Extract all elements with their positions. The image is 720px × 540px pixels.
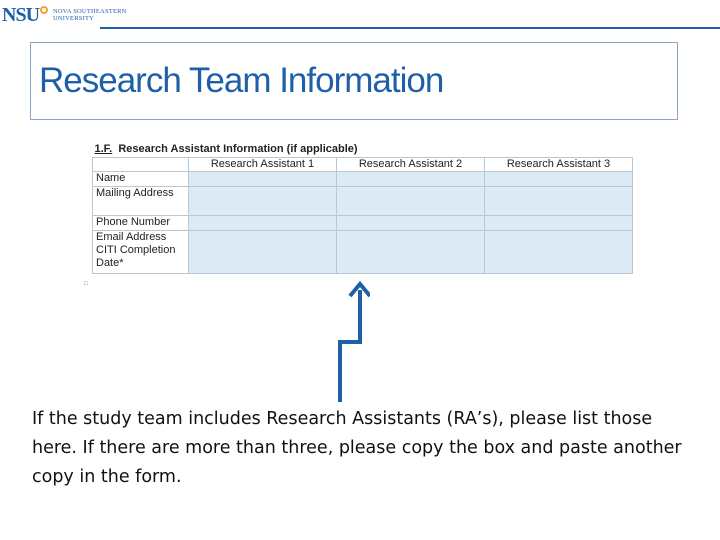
instruction-text: If the study team includes Research Assistants (RA’s), please list those here. If there are more than three, please copy the box and paste another copy in the form.: [32, 409, 682, 487]
logo-wordmark: [53, 8, 127, 22]
form-caption: [93, 143, 633, 158]
name-field-ra1[interactable]: [189, 172, 337, 187]
slide-title: Research Team Information: [39, 61, 444, 100]
row-label: Name: [93, 172, 189, 187]
title-box: [30, 42, 678, 120]
mailing-address-field-ra2[interactable]: [337, 187, 485, 216]
table-row: [93, 231, 633, 274]
row-label: Phone Number: [93, 216, 189, 231]
table-row: [93, 216, 633, 231]
row-label-line: CITI Completion: [96, 244, 176, 256]
table-row: [93, 187, 633, 216]
name-field-ra2[interactable]: [337, 172, 485, 187]
row-label: [93, 231, 189, 274]
name-field-ra3[interactable]: [485, 172, 633, 187]
column-header: Research Assistant 3: [485, 158, 633, 172]
column-header-row: [93, 158, 633, 172]
margin-mark: □: [84, 281, 88, 287]
phone-field-ra3[interactable]: [485, 216, 633, 231]
column-header: Research Assistant 1: [189, 158, 337, 172]
email-citi-field-ra1[interactable]: [189, 231, 337, 274]
row-label-line: Email Address: [96, 231, 167, 243]
phone-field-ra2[interactable]: [337, 216, 485, 231]
mailing-address-field-ra1[interactable]: [189, 187, 337, 216]
phone-field-ra1[interactable]: [189, 216, 337, 231]
research-assistant-table: [92, 143, 633, 274]
header-corner: [93, 158, 189, 172]
logo-sun-icon: [40, 6, 48, 14]
form-caption-row: [93, 143, 633, 158]
logo-mark: NSU: [2, 4, 40, 26]
column-header: Research Assistant 2: [337, 158, 485, 172]
up-arrow-icon: [330, 280, 370, 410]
row-label-line: Date*: [96, 257, 124, 269]
row-label: Mailing Address: [93, 187, 189, 216]
nsu-logo: [2, 3, 127, 27]
mailing-address-field-ra3[interactable]: [485, 187, 633, 216]
logo-line-2: UNIVERSITY: [53, 15, 95, 22]
logo-line-1: NOVA SOUTHEASTERN: [53, 8, 127, 15]
table-row: [93, 172, 633, 187]
header-bar: [0, 0, 720, 28]
section-number: 1.F.: [94, 143, 113, 155]
email-citi-field-ra3[interactable]: [485, 231, 633, 274]
email-citi-field-ra2[interactable]: [337, 231, 485, 274]
section-title: Research Assistant Information (if applicable): [118, 143, 358, 155]
header-divider: [100, 27, 720, 29]
form-screenshot: [92, 143, 632, 278]
